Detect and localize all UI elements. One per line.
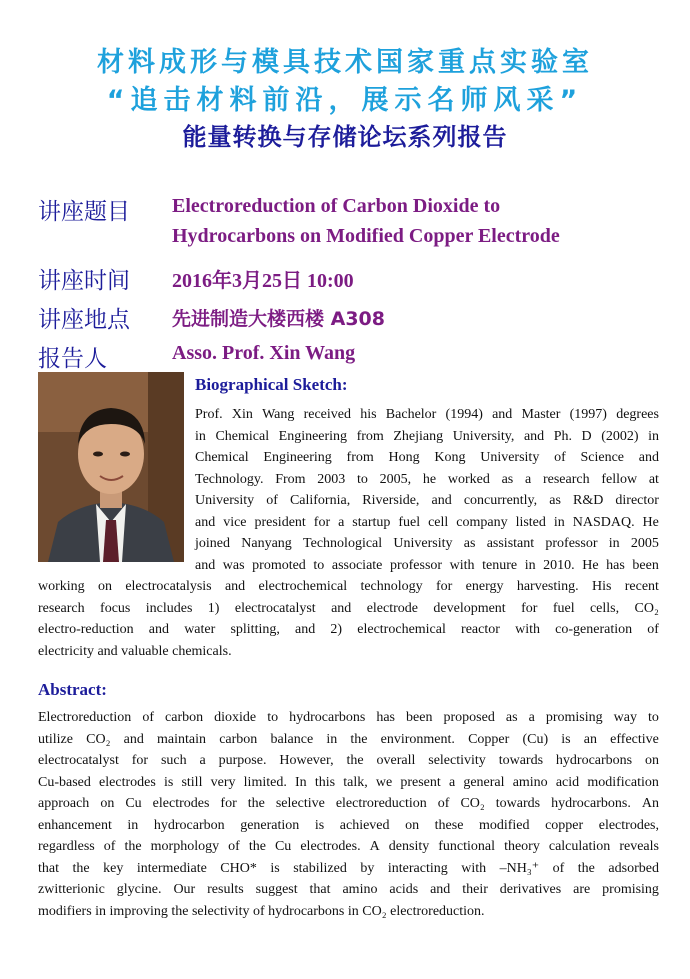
bio-text-narrow [195, 404, 659, 576]
lecture-title-line2: Hydrocarbons on Modified Copper Electrode [172, 225, 560, 247]
abstract-line: electrocatalyst for such a purpose. However, the overall selectivity towards hydrocarbons on [38, 753, 659, 768]
bio-text-wide [38, 576, 659, 662]
bio-line: Chemical Engineering from Hong Kong University of Science and [195, 450, 659, 465]
lab-title: 材料成形与模具技术国家重点实验室 [97, 47, 593, 78]
bio-heading: Biographical Sketch: [195, 375, 348, 394]
abstract-line: zwitterionic glycine. Our results suggest that amino acids and their derivatives are promising [38, 882, 659, 897]
bio-line: working on electrocatalysis and electrochemical technology for energy harvesting. His recent [38, 579, 659, 594]
abstract-line: modifiers in improving the selectivity of hydrocarbons in CO₂ electroreduction. [38, 903, 485, 919]
bio-line: Technology. From 2003 to 2005, he worked as a research fellow at [195, 471, 659, 487]
speaker-label: 报告人 [38, 346, 107, 372]
speaker-portrait-image [38, 372, 184, 562]
abstract-line: utilize CO₂ and maintain carbon balance in the environment. Copper (Cu) is an effective [38, 731, 659, 747]
lecture-time-value: 2016年3月25日 10:00 [172, 270, 354, 292]
lecture-title-label: 讲座题目 [38, 199, 130, 225]
bio-line: University of California, Riverside, and concurrently, as R&D director [195, 493, 659, 508]
speaker-name: Asso. Prof. Xin Wang [172, 342, 356, 364]
lecture-place-label: 讲座地点 [38, 307, 130, 333]
bio-line: electro-reduction and water splitting, and 2) electrochemical reactor with co-generation of [38, 622, 659, 637]
abstract-line: that the key intermediate CHO* is stabilized by interacting with –NH₃⁺ of the adsorbed [38, 860, 659, 876]
bio-line: Prof. Xin Wang received his Bachelor (1994) and Master (1997) degrees [195, 407, 659, 422]
abstract-line: approach on Cu electrodes for the selective electroreduction of CO₂ towards hydrocarbons. An [38, 796, 659, 811]
bio-line: joined Nanyang Technological University as assistant professor in 2005 [195, 536, 659, 551]
lecture-place-value: 先进制造大楼西楼 A308 [172, 308, 385, 330]
abstract-text [38, 707, 659, 922]
speaker-photo [38, 372, 184, 562]
lecture-time-label: 讲座时间 [38, 268, 130, 294]
abstract-line: regardless of the morphology of the Cu electrodes. A density functional theory calculation reveals [38, 839, 659, 854]
abstract-line: enhancement in hydrocarbon generation is achieved on these modified copper electrodes, [38, 817, 659, 833]
abstract-heading: Abstract: [38, 680, 107, 699]
bio-line: and was promoted to associate professor with tenure in 2010. He has been [195, 557, 659, 573]
abstract-line: Cu-based electrodes is still very limited. In this talk, we present a general amino acid modification [38, 774, 659, 790]
bio-line: research focus includes 1) electrocatalyst and electrode development for fuel cells, CO₂ [38, 600, 659, 616]
forum-slogan: “追击材料前沿，展示名师风采” [106, 85, 584, 116]
bio-line: in Chemical Engineering from Zhejiang University, and Ph. D (2002) in [195, 428, 659, 444]
abstract-line: Electroreduction of carbon dioxide to hydrocarbons has been proposed as a promising way to [38, 710, 659, 725]
bio-line: and vice president for a startup fuel cell company listed in NASDAQ. He [195, 514, 659, 530]
lecture-title-line1: Electroreduction of Carbon Dioxide to [172, 195, 501, 217]
forum-series-title: 能量转换与存储论坛系列报告 [182, 123, 508, 151]
bio-line: electricity and valuable chemicals. [38, 643, 232, 659]
